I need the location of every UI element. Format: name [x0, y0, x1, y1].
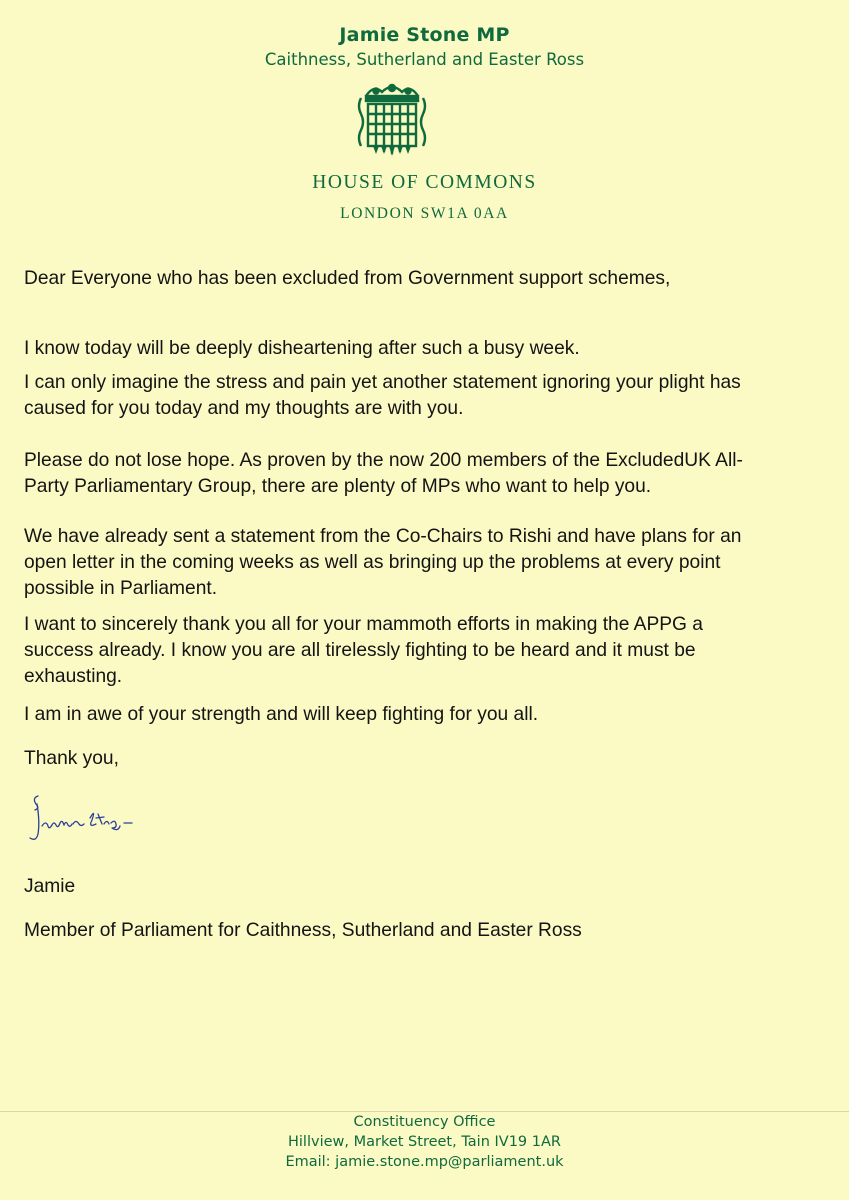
- paragraph-1: I know today will be deeply disheartening after such a busy week.: [24, 338, 580, 359]
- handwritten-signature: [28, 790, 178, 850]
- signer-name: Jamie: [24, 876, 76, 897]
- mp-name: Jamie Stone MP: [339, 24, 510, 46]
- paragraph-2-line-1: I can only imagine the stress and pain yet another statement ignoring your plight has: [24, 372, 741, 393]
- paragraph-4-line-2: open letter in the coming weeks as well as bringing up the problems at every point: [24, 552, 721, 573]
- footer-office: Constituency Office: [353, 1114, 496, 1130]
- paragraph-3-line-1: Please do not lose hope. As proven by the now 200 members of the ExcludedUK All-: [24, 450, 743, 471]
- paragraph-6: I am in awe of your strength and will keep fighting for you all.: [24, 704, 539, 725]
- footer-email: Email: jamie.stone.mp@parliament.uk: [285, 1154, 564, 1170]
- paragraph-5-line-1: I want to sincerely thank you all for your mammoth efforts in making the APPG a: [24, 614, 703, 635]
- paragraph-5-line-3: exhausting.: [24, 666, 123, 687]
- salutation: Dear Everyone who has been excluded from Government support schemes,: [24, 268, 671, 289]
- constituency: Caithness, Sutherland and Easter Ross: [264, 50, 585, 69]
- portcullis-icon: [352, 80, 432, 164]
- footer: [0, 1112, 849, 1172]
- paragraph-4-line-3: possible in Parliament.: [24, 578, 218, 599]
- signer-title: Member of Parliament for Caithness, Sutherland and Easter Ross: [24, 920, 582, 941]
- footer-address: Hillview, Market Street, Tain IV19 1AR: [288, 1134, 561, 1150]
- closing: Thank you,: [24, 748, 119, 769]
- paragraph-5-line-2: success already. I know you are all tirelessly fighting to be heard and it must be: [24, 640, 696, 661]
- address-line: LONDON SW1A 0AA: [340, 205, 509, 222]
- house-of-commons-title: HOUSE OF COMMONS: [312, 172, 537, 193]
- paragraph-3-line-2: Party Parliamentary Group, there are plenty of MPs who want to help you.: [24, 476, 652, 497]
- paragraph-4-line-1: We have already sent a statement from the Co-Chairs to Rishi and have plans for an: [24, 526, 742, 547]
- paragraph-2-line-2: caused for you today and my thoughts are with you.: [24, 398, 464, 419]
